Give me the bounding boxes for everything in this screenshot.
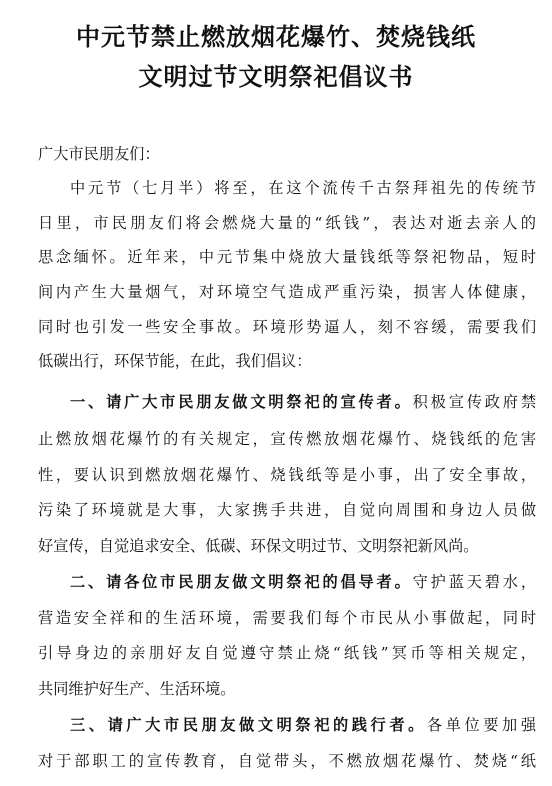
- item-2-text: 守护蓝天碧水，: [412, 573, 537, 591]
- paragraph-line: 止燃放烟花爆竹的有关规定，宣传燃放烟花爆竹、烧钱纸的危害: [38, 430, 536, 448]
- item-3-text: 各单位要加强: [426, 716, 537, 734]
- item-1-heading: 一、请广大市民朋友做文明祭祀的宣传者。: [70, 393, 413, 411]
- paragraph-line: 对于部职工的宣传教育，自觉带头，不燃放烟花爆竹、焚烧“纸: [38, 752, 536, 770]
- item-3-first-line: [70, 712, 536, 738]
- item-2-heading: 二、请各位市民朋友做文明祭祀的倡导者。: [70, 573, 413, 591]
- paragraph-line: 污染了环境就是大事，大家携手共进，自觉向周围和身边人员做: [38, 501, 536, 519]
- paragraph-line: 中元节（七月半）将至，在这个流传千古祭拜祖先的传统节: [70, 179, 536, 197]
- document-title-line-1: 中元节禁止燃放烟花爆竹、焚烧钱纸: [76, 23, 476, 51]
- paragraph-line: 低碳出行，环保节能，在此，我们倡议：: [38, 352, 312, 370]
- item-1-first-line: [70, 389, 536, 415]
- paragraph-line: 日里，市民朋友们将会燃烧大量的“纸钱”，表达对逝去亲人的: [38, 214, 536, 232]
- item-3-heading: 三、请广大市民朋友做文明祭祀的践行者。: [70, 716, 427, 734]
- paragraph-line: 好宣传，自觉追求安全、低碳、环保文明过节、文明祭祀新风尚。: [38, 537, 479, 555]
- paragraph-line: 性，要认识到燃放烟花爆竹、烧钱纸等是小事，出了安全事故，: [38, 466, 536, 484]
- item-2-first-line: [70, 569, 536, 595]
- paragraph-line: 营造安全祥和的生活环境，需要我们每个市民从小事做起，同时: [38, 609, 536, 627]
- paragraph-line: 引导身边的亲朋好友自觉遵守禁止烧“纸钱”冥币等相关规定，: [38, 644, 536, 662]
- paragraph-line: 思念缅怀。近年来，中元节集中烧放大量钱纸等祭祀物品，短时: [38, 248, 536, 266]
- document-title-line-2: 文明过节文明祭祀倡议书: [138, 63, 414, 91]
- salutation: 广大市民朋友们：: [38, 145, 160, 163]
- paragraph-line: 间内产生大量烟气，对环境空气造成严重污染，损害人体健康，: [38, 283, 536, 301]
- paragraph-line: 共同维护好生产、生活环境。: [38, 680, 236, 698]
- paragraph-line: 同时也引发一些安全事故。环境形势逼人，刻不容缓，需要我们: [38, 318, 536, 336]
- item-1-text: 积极宣传政府禁: [412, 393, 537, 411]
